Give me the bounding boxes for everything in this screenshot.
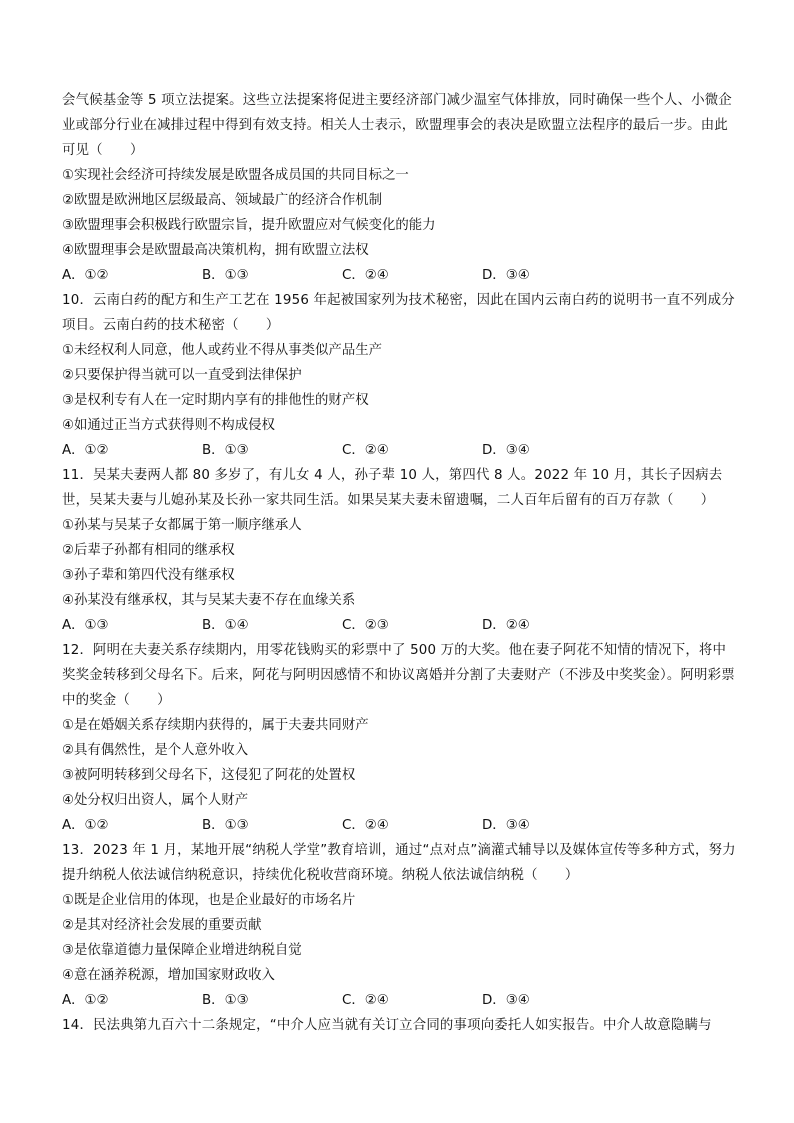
option-1: ①未经权利人同意，他人或药业不得从事类似产品生产 xyxy=(62,343,382,358)
choice-c: C．②④ xyxy=(342,268,389,283)
question-stem: 14．民法典第九百六十二条规定，“中介人应当就有关订立合同的事项向委托人如实报告。中介人故意隐瞒与 xyxy=(62,1018,712,1033)
answer-choices xyxy=(62,438,736,463)
choice-a: A．①② xyxy=(62,268,109,283)
choice-a: A．①③ xyxy=(62,618,109,633)
question-10 xyxy=(62,288,736,463)
choice-a: A．①② xyxy=(62,993,109,1008)
question-14 xyxy=(62,1013,736,1038)
answer-choices xyxy=(62,263,736,288)
choice-d: D．③④ xyxy=(482,993,530,1008)
answer-choices xyxy=(62,813,736,838)
question-9 xyxy=(62,88,736,288)
choice-a: A．①② xyxy=(62,443,109,458)
question-13 xyxy=(62,838,736,1013)
question-11 xyxy=(62,463,736,638)
choice-d: D．②④ xyxy=(482,618,530,633)
choice-c: C．②④ xyxy=(342,443,389,458)
choice-b: B．①③ xyxy=(202,268,249,283)
option-1: ①实现社会经济可持续发展是欧盟各成员国的共同目标之一 xyxy=(62,168,409,183)
choice-a: A．①② xyxy=(62,818,109,833)
option-1: ①孙某与吴某子女都属于第一顺序继承人 xyxy=(62,518,302,533)
option-4: ④处分权归出资人，属个人财产 xyxy=(62,793,249,808)
option-3: ③欧盟理事会积极践行欧盟宗旨，提升欧盟应对气候变化的能力 xyxy=(62,218,436,233)
option-3: ③是依靠道德力量保障企业增进纳税自觉 xyxy=(62,943,302,958)
question-stem: 12．阿明在夫妻关系存续期内，用零花钱购买的彩票中了 500 万的大奖。他在妻子阿花不知情的情况下，将中奖奖金转移到父母名下。后来，阿花与阿明因感情不和协议离婚并分割了夫妻财产（不涉及中奖奖金）。阿明彩票中的奖金（ ） xyxy=(62,643,735,708)
option-4: ④意在涵养税源，增加国家财政收入 xyxy=(62,968,275,983)
option-3: ③被阿明转移到父母名下，这侵犯了阿花的处置权 xyxy=(62,768,356,783)
choice-b: B．①③ xyxy=(202,443,249,458)
question-stem: 10．云南白药的配方和生产工艺在 1956 年起被国家列为技术秘密，因此在国内云南白药的说明书一直不列成分项目。云南白药的技术秘密（ ） xyxy=(62,293,735,333)
choice-b: B．①③ xyxy=(202,993,249,1008)
option-1: ①既是企业信用的体现，也是企业最好的市场名片 xyxy=(62,893,356,908)
option-1: ①是在婚姻关系存续期内获得的，属于夫妻共同财产 xyxy=(62,718,369,733)
option-4: ④欧盟理事会是欧盟最高决策机构，拥有欧盟立法权 xyxy=(62,243,369,258)
choice-b: B．①④ xyxy=(202,618,249,633)
answer-choices xyxy=(62,613,736,638)
answer-choices xyxy=(62,988,736,1013)
choice-c: C．②④ xyxy=(342,993,389,1008)
option-4: ④如通过正当方式获得则不构成侵权 xyxy=(62,418,275,433)
option-2: ②后辈子孙都有相同的继承权 xyxy=(62,543,235,558)
option-2: ②欧盟是欧洲地区层级最高、领域最广的经济合作机制 xyxy=(62,193,382,208)
question-stem: 13．2023 年 1 月，某地开展“纳税人学堂”教育培训，通过“点对点”滴灌式辅导以及媒体宣传等多种方式，努力提升纳税人依法诚信纳税意识，持续优化税收营商环境。纳税人依法诚信纳税（ ） xyxy=(62,843,736,883)
option-3: ③是权利专有人在一定时期内享有的排他性的财产权 xyxy=(62,393,369,408)
choice-b: B．①③ xyxy=(202,818,249,833)
question-stem: 11．吴某夫妻两人都 80 多岁了，有儿女 4 人，孙子辈 10 人，第四代 8 人。2022 年 10 月，其长子因病去世，吴某夫妻与儿媳孙某及长孙一家共同生活。如果吴某夫妻未留遗嘱，二人百年后留有的百万存款（ ） xyxy=(62,468,723,508)
question-12 xyxy=(62,638,736,838)
choice-c: C．②④ xyxy=(342,818,389,833)
option-4: ④孙某没有继承权，其与吴某夫妻不存在血缘关系 xyxy=(62,593,356,608)
option-2: ②只要保护得当就可以一直受到法律保护 xyxy=(62,368,302,383)
choice-d: D．③④ xyxy=(482,443,530,458)
choice-d: D．③④ xyxy=(482,268,530,283)
option-2: ②是其对经济社会发展的重要贡献 xyxy=(62,918,262,933)
option-2: ②具有偶然性，是个人意外收入 xyxy=(62,743,249,758)
question-stem: 会气候基金等 5 项立法提案。这些立法提案将促进主要经济部门减少温室气体排放，同时确保一些个人、小微企业或部分行业在减排过程中得到有效支持。相关人士表示，欧盟理事会的表决是欧盟立法程序的最后一步。由此可见（ ） xyxy=(62,93,732,158)
choice-c: C．②③ xyxy=(342,618,389,633)
option-3: ③孙子辈和第四代没有继承权 xyxy=(62,568,235,583)
choice-d: D．③④ xyxy=(482,818,530,833)
